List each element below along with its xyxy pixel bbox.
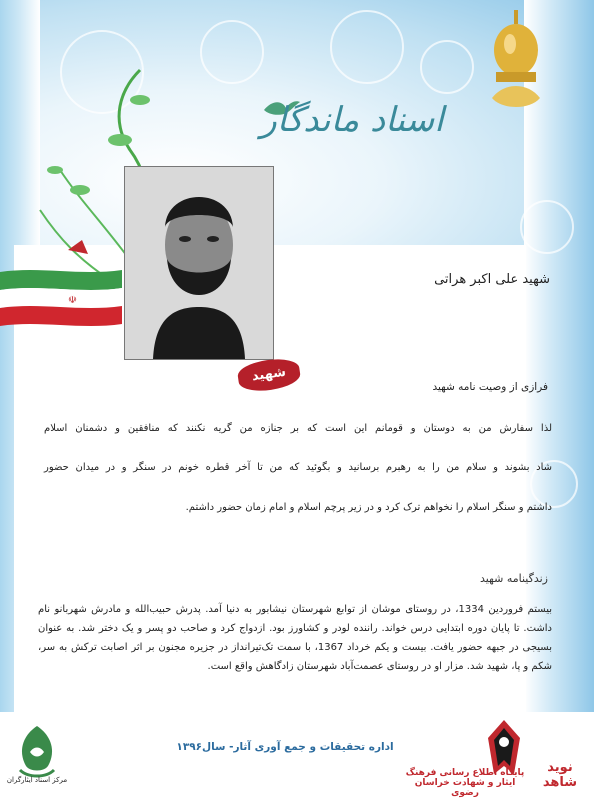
will-line-3: داشتم و سنگر اسلام را نخواهم ترک کرد و در زیر پرچم اسلام و امام زمان حضور داشتم. — [185, 502, 552, 513]
pattern-ornament — [520, 200, 574, 254]
iran-flag-icon — [0, 268, 122, 328]
page-title: اسناد ماندگار — [260, 100, 444, 140]
shrine-dome-icon — [486, 10, 546, 120]
portrait-image — [125, 167, 273, 359]
biography-text: بیستم فروردین 1334، در روستای موشان از توابع شهرستان نیشابور به دنیا آمد. پدرش حبیب‌الله و مادرش شهربانو نام داشت. تا پایان دوره ابتدایی درس خواند. راننده لودر و کشاورز بود. ازدواج کرد و صاحب دو پسر و یک دختر شد. به عنوان بسیجی در جبهه حضور یافت. بیست و یکم خرداد 1367، با سمت تک‌تیرانداز در جزیره مجنون بر اثر اصابت ترکش به سر، شکم و پا، شهید شد. مزار او در روستای عصمت‌آباد شهرستان زادگاهش واقع است. — [38, 604, 553, 672]
svg-text:☫: ☫ — [68, 295, 77, 306]
martyr-photo — [124, 166, 274, 360]
martyr-name: شهید علی اکبر هراتی — [434, 272, 550, 287]
will-line-1: لذا سفارش من به دوستان و قومانم این است که بر جنازه من گریه نکنند که منافقین و دشمنان اسلام — [44, 423, 552, 434]
pattern-ornament — [330, 10, 404, 84]
archive-center-caption: مرکز اسناد ایثارگران — [6, 776, 68, 784]
brand-logo-text: نوید شاهد — [542, 760, 578, 790]
martyr-stamp: شهید — [236, 356, 302, 394]
footer-text: اداره تحقیقات و جمع آوری آثار- سال۱۳۹۶ — [176, 741, 394, 753]
will-heading: فرازی از وصیت نامه شهید — [432, 381, 548, 393]
right-border-pattern — [524, 0, 594, 800]
will-line-2: شاد بشوند و سلام من را به رهبرم برسانید و بگوئید که من تا آخر قطره خونم در سنگر و در میدان حضور — [44, 462, 552, 473]
news-site-caption: پایگاه اطلاع رسانی فرهنگ ایثار و شهادت خراسان رضوی — [405, 768, 525, 798]
biography-heading: زندگینامه شهید — [479, 572, 548, 585]
pattern-ornament — [420, 40, 474, 94]
